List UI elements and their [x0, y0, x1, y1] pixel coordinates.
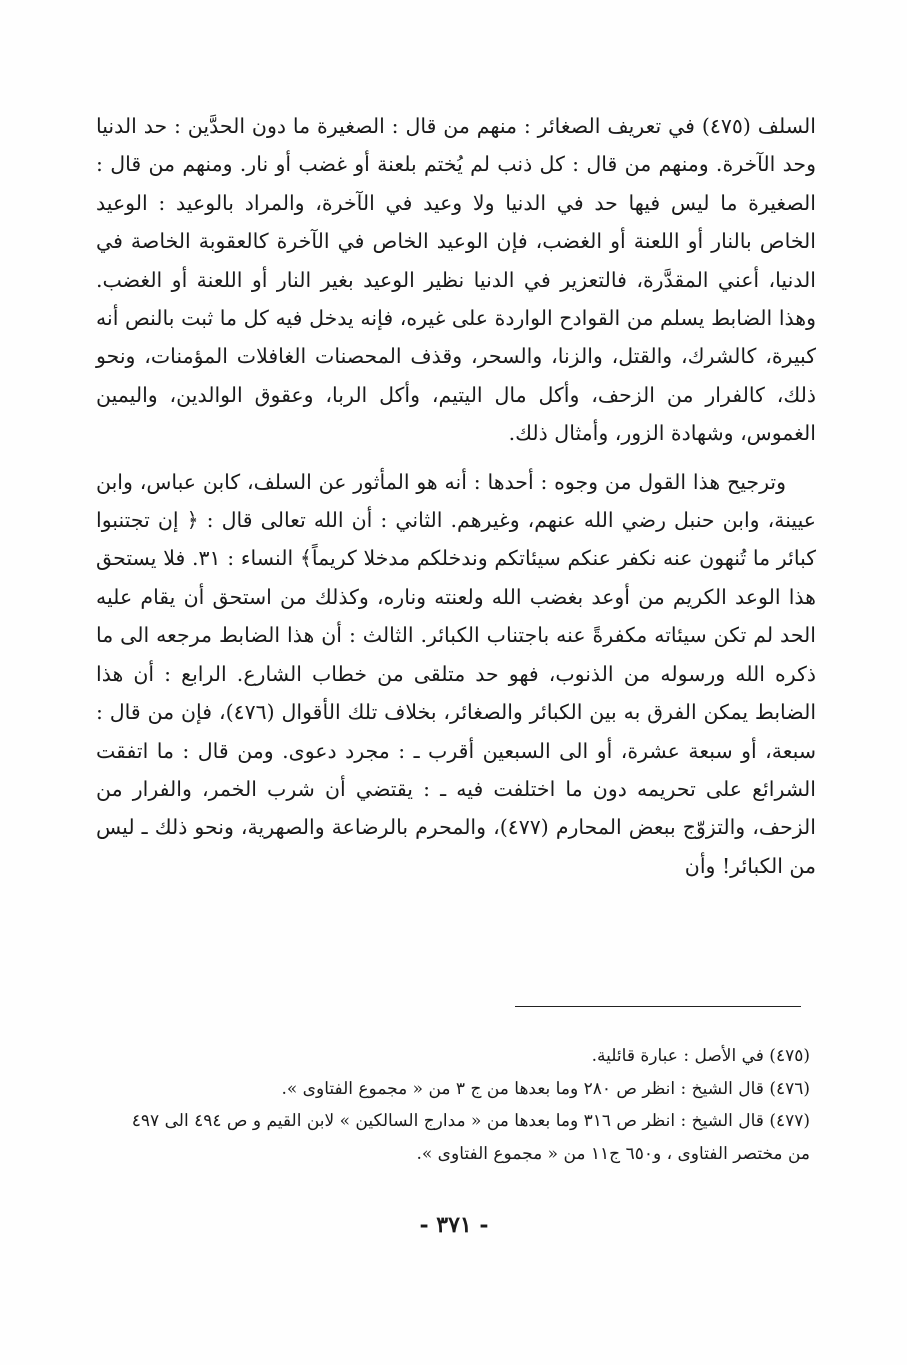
footnote-separator — [515, 1006, 801, 1007]
footnote-476: (٤٧٦) قال الشيخ : انظر ص ٢٨٠ وما بعدها من ج ٣ من « مجموع الفتاوى ». — [281, 1078, 810, 1099]
footnotes — [120, 1040, 810, 1170]
page-number: - ٣٧١ - — [419, 1212, 489, 1238]
paragraph-1: السلف (٤٧٥) في تعريف الصغائر : منهم من قال : الصغيرة ما دون الحدَّين : حد الدنيا وحد الآخرة. ومنهم من قال : كل ذنب لم يُختم بلعنة أو غضب أو نار. ومنهم من قال : الصغيرة ما ليس فيها حد في الدنيا ولا وعيد في الآخرة، والمراد بالوعيد : الوعيد الخاص بالنار أو اللعنة أو الغضب، فإن الوعيد الخاص في الآخرة كالعقوبة الخاصة في الدنيا، أعني المقدَّرة، فالتعزير في الدنيا نظير الوعيد بغير النار أو اللعنة أو الغضب. وهذا الضابط يسلم من القوادح الواردة على غيره، فإنه يدخل فيه كل ما ثبت بالنص أنه كبيرة، كالشرك، والقتل، والزنا، والسحر، وقذف المحصنات الغافلات المؤمنات، ونحو ذلك، كالفرار من الزحف، وأكل مال اليتيم، وأكل الربا، وعقوق الوالدين، واليمين الغموس، وشهادة الزور، وأمثال ذلك. — [96, 114, 816, 446]
main-text — [96, 107, 816, 885]
footnote-477: (٤٧٧) قال الشيخ : انظر ص ٣١٦ وما بعدها من « مدارج السالكين » لابن القيم و ص ٤٩٤ الى ٤٩٧ من مختصر الفتاوى ، و٦٥٠ ج١١ من « مجموع الفتاوى ». — [131, 1111, 810, 1164]
footnote-475: (٤٧٥) في الأصل : عبارة قائلية. — [591, 1046, 810, 1066]
paragraph-2: وترجيح هذا القول من وجوه : أحدها : أنه هو المأثور عن السلف، كابن عباس، وابن عيينة، وابن حنبل رضي الله عنهم، وغيرهم. الثاني : أن الله تعالى قال : ﴿ إن تجتنبوا كبائر ما تُنهون عنه نكفر عنكم سيئاتكم وندخلكم مدخلا كريماً﴾ النساء : ٣١. فلا يستحق هذا الوعد الكريم من أوعد بغضب الله ولعنته وناره، وكذلك من استحق أن يقام عليه الحد لم تكن سيئاته مكفرةً عنه باجتناب الكبائر. الثالث : أن هذا الضابط مرجعه الى ما ذكره الله ورسوله من الذنوب، فهو حد متلقى من خطاب الشارع. الرابع : أن هذا الضابط يمكن الفرق به بين الكبائر والصغائر، بخلاف تلك الأقوال (٤٧٦)، فإن من قال : سبعة، أو سبعة عشرة، أو الى السبعين أقرب ـ : مجرد دعوى. ومن قال : ما اتفقت الشرائع على تحريمه دون ما اختلفت فيه ـ : يقتضي أن شرب الخمر، والفرار من الزحف، والتزوّج ببعض المحارم (٤٧٧)، والمحرم بالرضاعة والصهرية، ونحو ذلك ـ ليس من الكبائر! وأن — [96, 469, 817, 878]
